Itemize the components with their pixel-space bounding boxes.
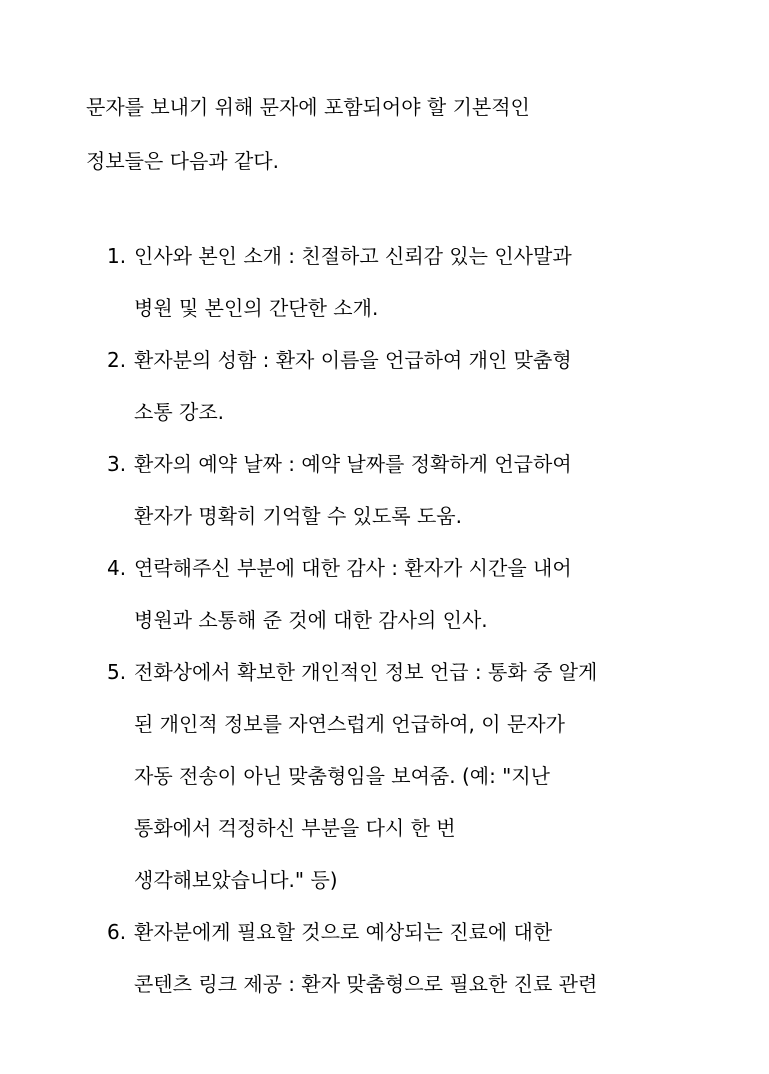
intro-line: 정보들은 다음과 같다.: [86, 149, 279, 173]
list-item: [0, 438, 769, 542]
intro-paragraph: [86, 80, 706, 188]
list-item-line: 소통 강조.: [134, 400, 224, 424]
list-item-number: 1.: [107, 244, 127, 268]
list-item-line: 통화에서 걱정하신 부분을 다시 한 번: [134, 816, 456, 840]
list-item-line: 환자분의 성함 : 환자 이름을 언급하여 개인 맞춤형: [134, 348, 572, 372]
list-item-line: 된 개인적 정보를 자연스럽게 언급하여, 이 문자가: [134, 712, 565, 736]
numbered-list: [0, 230, 769, 1010]
list-item-number: 6.: [107, 920, 127, 944]
list-item-number: 3.: [107, 452, 127, 476]
list-item: [0, 542, 769, 646]
list-item-line: 병원 및 본인의 간단한 소개.: [134, 296, 379, 320]
list-item-line: 생각해보았습니다." 등): [134, 868, 338, 892]
list-item-number: 5.: [107, 660, 127, 684]
list-item-line: 자동 전송이 아닌 맞춤형임을 보여줌. (예: "지난: [134, 764, 551, 788]
intro-line: 문자를 보내기 위해 문자에 포함되어야 할 기본적인: [86, 95, 530, 119]
list-item-line: 환자분에게 필요할 것으로 예상되는 진료에 대한: [134, 920, 553, 944]
list-item: [0, 334, 769, 438]
list-item-number: 2.: [107, 348, 127, 372]
list-item-line: 전화상에서 확보한 개인적인 정보 언급 : 통화 중 알게: [134, 660, 598, 684]
list-item-line: 콘텐츠 링크 제공 : 환자 맞춤형으로 필요한 진료 관련: [134, 972, 598, 996]
list-item-line: 환자가 명확히 기억할 수 있도록 도움.: [134, 504, 462, 528]
list-item: [0, 230, 769, 334]
list-item: [0, 646, 769, 906]
list-item-number: 4.: [107, 556, 127, 580]
list-item-line: 병원과 소통해 준 것에 대한 감사의 인사.: [134, 608, 488, 632]
list-item-line: 환자의 예약 날짜 : 예약 날짜를 정확하게 언급하여: [134, 452, 572, 476]
list-item-line: 연락해주신 부분에 대한 감사 : 환자가 시간을 내어: [134, 556, 572, 580]
list-item-line: 인사와 본인 소개 : 친절하고 신뢰감 있는 인사말과: [134, 244, 572, 268]
list-item: [0, 906, 769, 1010]
